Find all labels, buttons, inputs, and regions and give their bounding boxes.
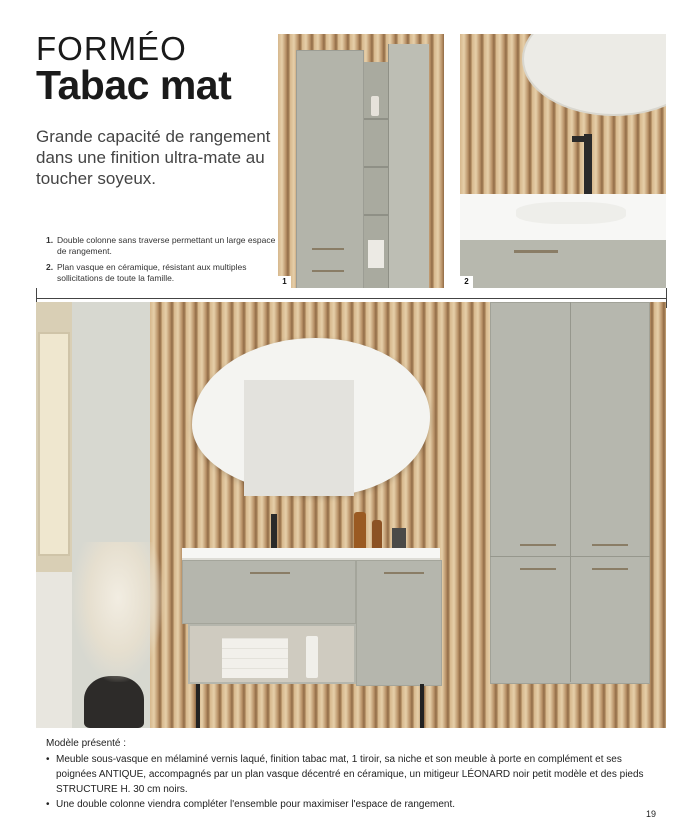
photo-basin-detail — [460, 34, 666, 288]
basin-top — [182, 548, 440, 560]
photo-tag: 1 — [278, 276, 291, 288]
crop-line — [36, 298, 666, 299]
vanity-door — [356, 560, 442, 686]
amber-bottle — [372, 520, 382, 550]
vase — [84, 676, 144, 728]
niche-bottle — [306, 636, 318, 678]
towel — [368, 240, 384, 268]
toothbrush-cup — [392, 528, 406, 550]
vanity-leg — [420, 684, 424, 728]
caption-item: • Une double colonne viendra compléter l'ensemble pour maximiser l'espace de rangement. — [46, 797, 646, 812]
bottle — [371, 96, 379, 116]
door-handle — [312, 270, 344, 272]
vanity-leg — [196, 684, 200, 728]
faucet-spout — [572, 136, 592, 142]
page-number: 19 — [645, 809, 656, 819]
vanity-drawer — [182, 560, 356, 624]
column-divider — [570, 302, 571, 682]
brand-name: FORMÉO — [36, 30, 187, 67]
column-handle — [520, 544, 556, 546]
feature-list — [36, 235, 276, 289]
feature-text: Plan vasque en céramique, résistant aux multiples sollicitations de toute la famille. — [57, 262, 247, 283]
towel-stack — [222, 638, 288, 678]
caption-list — [46, 752, 646, 812]
drawer-handle — [514, 250, 558, 253]
amber-bottle — [354, 512, 366, 550]
basin-bowl — [516, 202, 626, 224]
photo-bathroom-main — [36, 302, 666, 728]
feature-number: 2. — [46, 262, 54, 272]
drawer-handle — [250, 572, 290, 574]
dried-flowers — [72, 542, 164, 682]
column-handle — [592, 568, 628, 570]
caption-title: Modèle présenté : — [46, 738, 127, 749]
faucet — [271, 514, 277, 550]
photo-tag: 2 — [460, 276, 473, 288]
vanity-drawer — [460, 240, 666, 288]
column-divider — [490, 556, 650, 557]
crop-line — [666, 288, 667, 308]
open-door — [388, 44, 429, 288]
cabinet-interior — [364, 62, 388, 288]
mirror-reflection — [244, 380, 354, 496]
door-handle — [384, 572, 424, 574]
feature-text: Double colonne sans traverse permettant un large espace de rangement. — [57, 235, 276, 256]
column-handle — [520, 568, 556, 570]
feature-item — [36, 262, 276, 284]
caption-item: • Meuble sous-vasque en mélaminé vernis laqué, finition tabac mat, 1 tiroir, sa niche et son meuble à porte en complément et ses poignées ANTIQUE, accompagnés par un plan vasque décentré en céramique, un mitigeur LÉONARD noir petit modèle et des pieds STRUCTURE H. 30 cm noirs. — [46, 752, 646, 797]
door-handle — [312, 248, 344, 250]
column-handle — [592, 544, 628, 546]
intro-text: Grande capacité de rangement dans une finition ultra-mate au toucher soyeux. — [36, 127, 271, 188]
feature-item — [36, 235, 276, 257]
photo-column-cabinet — [278, 34, 444, 288]
column-cabinet — [296, 50, 364, 288]
page-heading: Tabac mat — [36, 62, 232, 108]
feature-number: 1. — [46, 235, 54, 245]
window-frame — [38, 332, 70, 556]
